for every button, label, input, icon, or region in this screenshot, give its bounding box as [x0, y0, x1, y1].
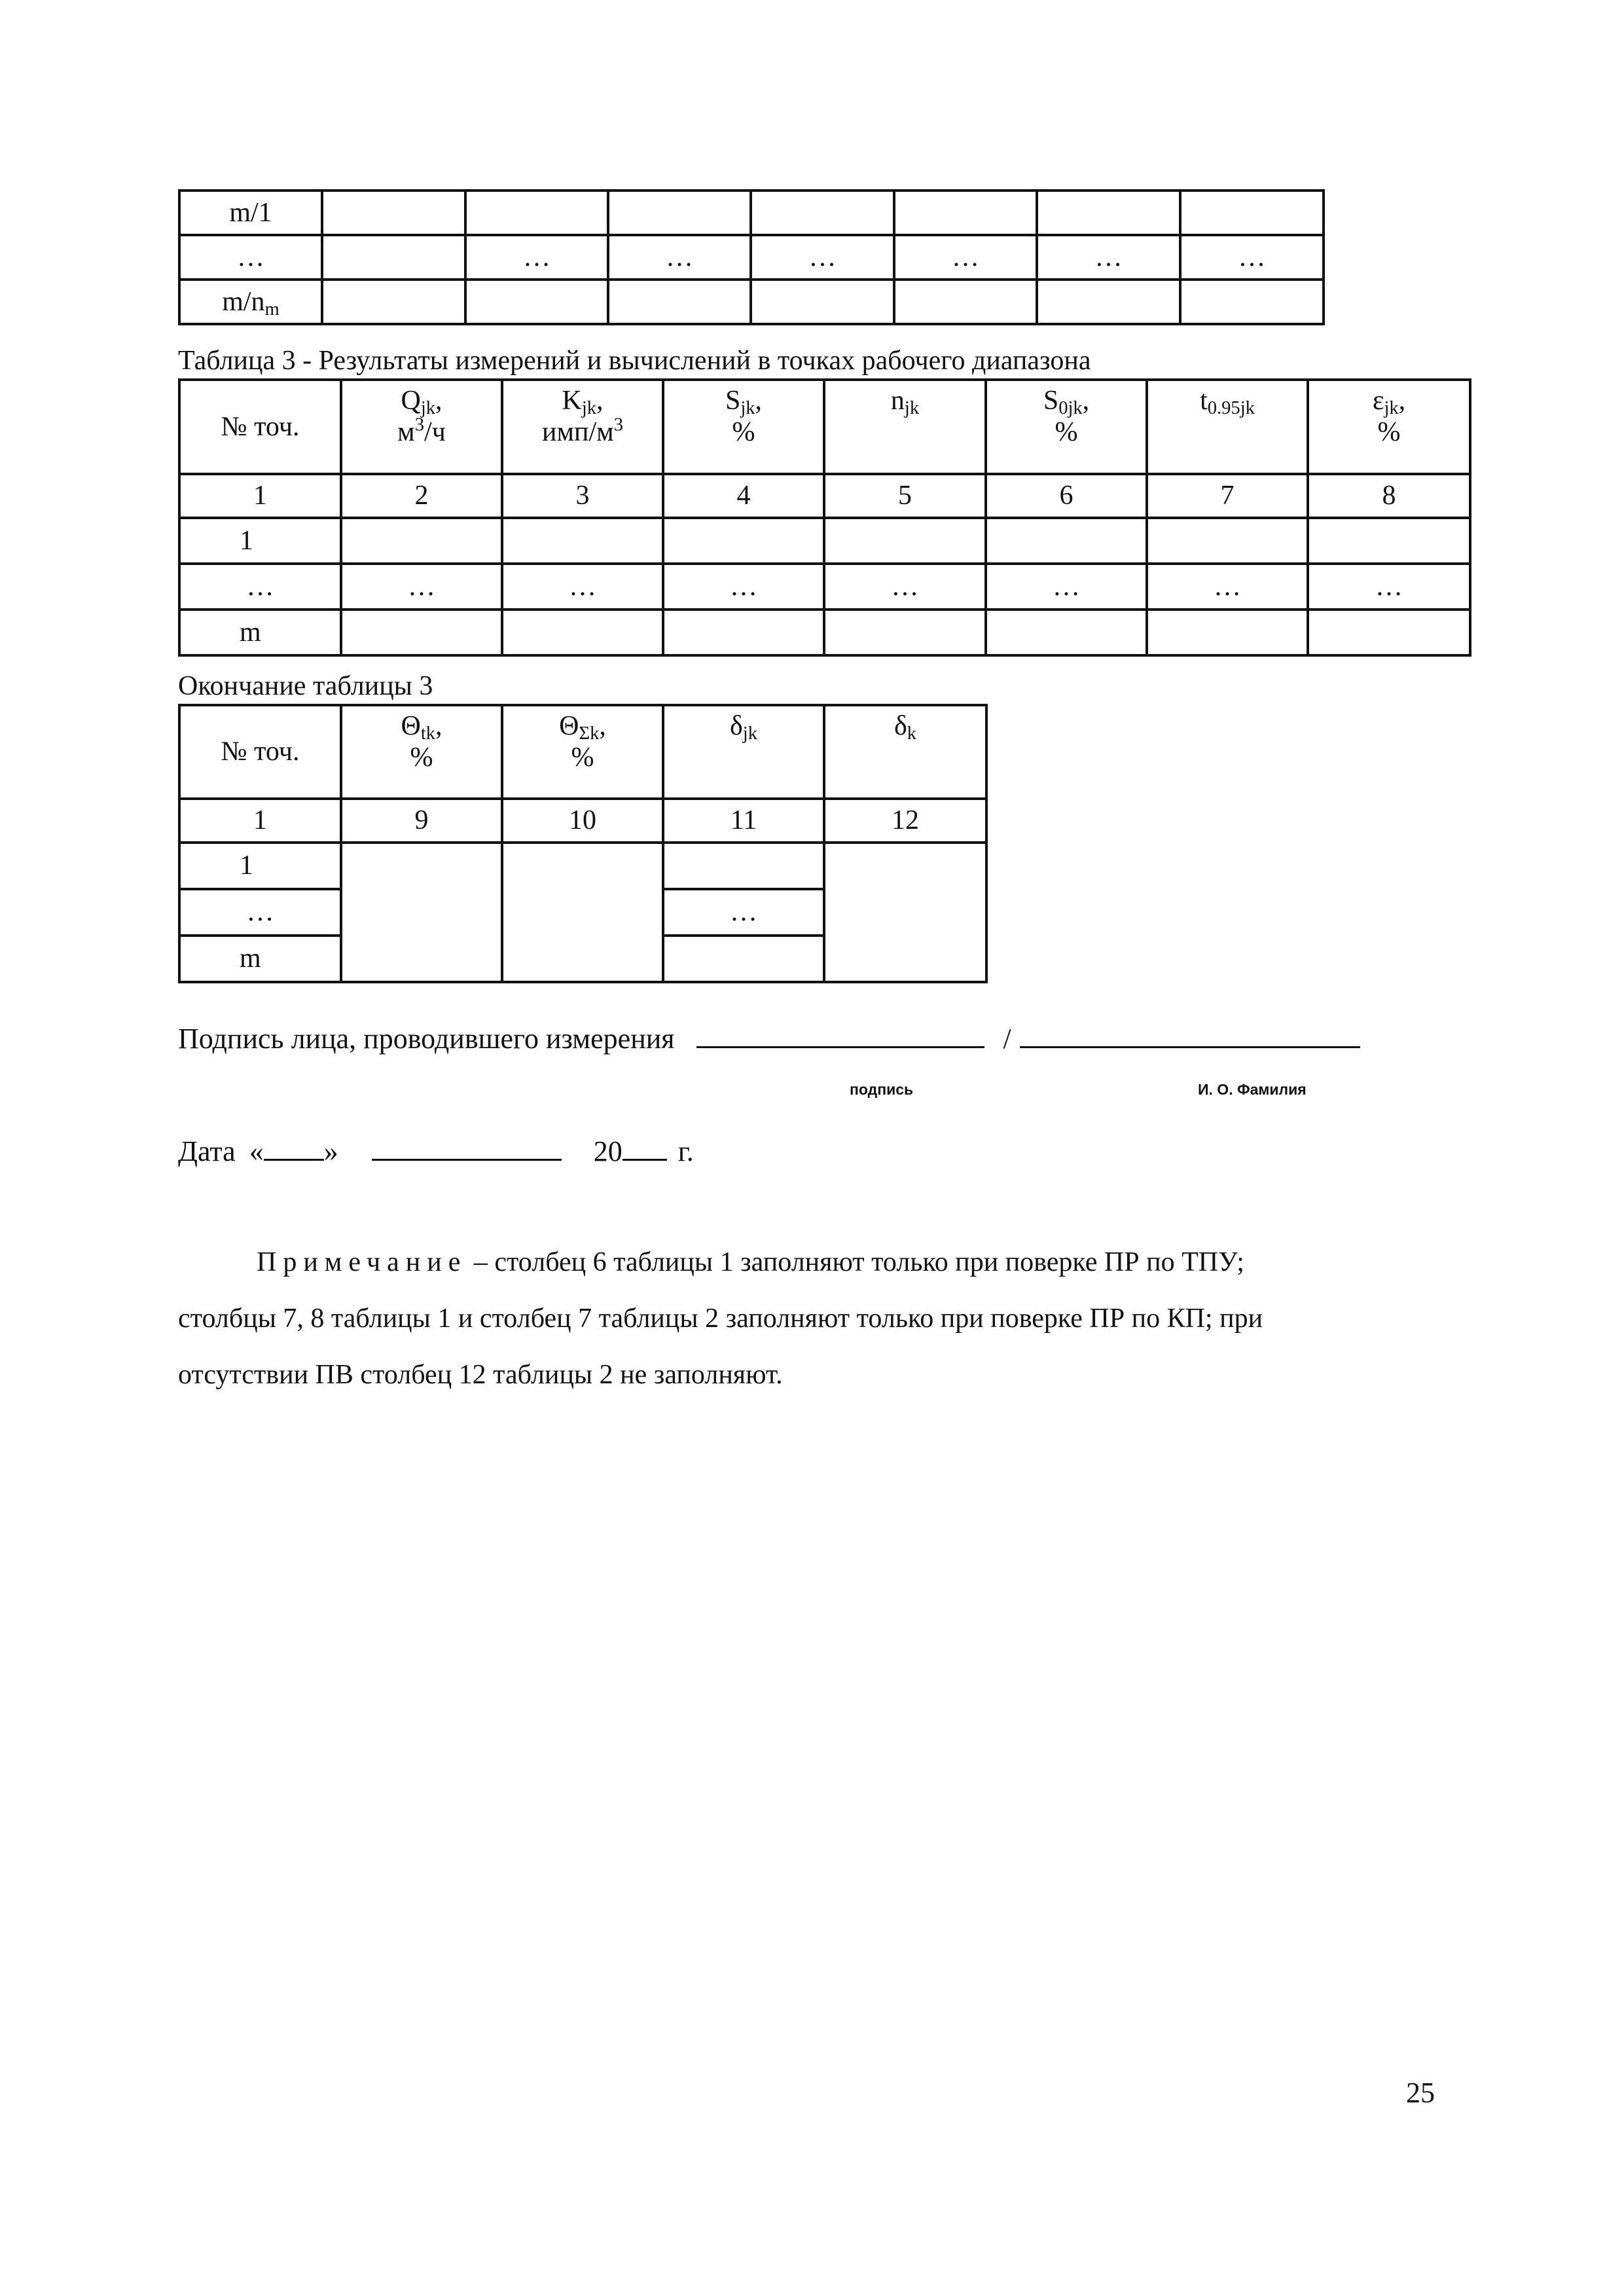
table-row [179, 518, 1470, 564]
table3-cell: … [663, 564, 824, 610]
table3-cell: … [502, 564, 663, 610]
column-number: 5 [824, 474, 986, 518]
signature-label: Подпись лица, проводившего измерения [178, 1023, 675, 1055]
table2-cell: m/1 [179, 191, 322, 235]
merged-cell [502, 843, 663, 982]
table-row [179, 564, 1470, 610]
merged-cell [341, 843, 502, 982]
table2-cell: … [1037, 235, 1180, 280]
date-line: Дата « » 20 г. [178, 1135, 694, 1167]
table3-end-number-row [179, 799, 986, 843]
table2-row [179, 280, 1324, 324]
table2-cell: … [894, 235, 1037, 280]
signature-slash: / [1003, 1023, 1011, 1055]
table3-cell: … [341, 564, 502, 610]
header-theta-sigma: $\Theta_{\Sigma k}$, % [502, 705, 663, 799]
date-label: Дата [178, 1135, 236, 1167]
table3-cell: … [1308, 564, 1470, 610]
table3-number-row [179, 474, 1470, 518]
name-blank [1020, 1046, 1360, 1048]
table3-cell: … [179, 564, 341, 610]
year-blank [623, 1159, 667, 1161]
table3-end-cell: m [179, 936, 341, 982]
column-number: 1 [179, 474, 341, 518]
column-number: 10 [502, 799, 663, 843]
signature-line [178, 1025, 1360, 1053]
header-delta-jk: $\delta_{jk}$ [663, 705, 824, 799]
table3-end-cell: 1 [179, 843, 341, 889]
table2-cell: … [751, 235, 894, 280]
table3-end [178, 704, 988, 983]
table3-end-header-row [179, 705, 986, 799]
table2-cell: … [1180, 235, 1324, 280]
column-number: 7 [1147, 474, 1308, 518]
header-theta-t: $\Theta_{tk}$, % [341, 705, 502, 799]
column-number: 6 [986, 474, 1147, 518]
table3-cell: m [179, 610, 341, 655]
column-number: 12 [824, 799, 986, 843]
table3-end-cell: … [663, 889, 824, 936]
signature-caption: подпись [850, 1081, 914, 1098]
table2-cell: … [465, 235, 608, 280]
table3-end-caption: Окончание таблицы 3 [178, 671, 433, 701]
header-point-no: № точ. [179, 705, 341, 799]
table3-cell: … [1147, 564, 1308, 610]
header-t: $t_{0.95jk}$ [1147, 380, 1308, 474]
column-number: 9 [341, 799, 502, 843]
note [178, 1234, 1464, 1403]
table3-header-row [179, 380, 1470, 474]
table2-cell: … [608, 235, 751, 280]
header-s0: $S_{0jk}$, % [986, 380, 1147, 474]
table-row [179, 610, 1470, 655]
note-line: отсутствии ПВ столбец 12 таблицы 2 не заполняют. [178, 1360, 783, 1390]
table3 [178, 378, 1471, 657]
table2-tail [178, 189, 1325, 325]
header-k: $K_{jk}$, имп/$м^3$ [502, 380, 663, 474]
note-line: Примечание – столбец 6 таблицы 1 заполняют только при поверке ПР по ТПУ; [257, 1247, 1244, 1277]
header-q: $Q_{jk}$, $м^3/ч$ [341, 380, 502, 474]
header-n: $n_{jk}$ [824, 380, 986, 474]
table3-caption: Таблица 3 - Результаты измерений и вычислений в точках рабочего диапазона [178, 346, 1091, 376]
header-eps: $\varepsilon_{jk}$, % [1308, 380, 1470, 474]
month-blank [372, 1159, 562, 1161]
column-number: 3 [502, 474, 663, 518]
header-delta-k: $\delta_k$ [824, 705, 986, 799]
header-point-no: № точ. [179, 380, 341, 474]
column-number: 2 [341, 474, 502, 518]
table2-row [179, 191, 1324, 235]
table2-cell: $m/n_m$ [179, 280, 322, 324]
column-number: 11 [663, 799, 824, 843]
page-number: 25 [1406, 2077, 1435, 2109]
day-blank [264, 1159, 324, 1161]
column-number: 4 [663, 474, 824, 518]
header-s: $S_{jk}$, % [663, 380, 824, 474]
signature-blank [696, 1046, 984, 1048]
table2-row [179, 235, 1324, 280]
note-line: столбцы 7, 8 таблицы 1 и столбец 7 таблицы 2 заполняют только при поверке ПР по КП; при [178, 1303, 1263, 1334]
name-caption: И. О. Фамилия [1198, 1081, 1307, 1098]
table2-cell: … [179, 235, 322, 280]
table2-cell [322, 235, 465, 280]
merged-cell [824, 843, 986, 982]
column-number: 8 [1308, 474, 1470, 518]
table3-cell: … [824, 564, 986, 610]
table-row [179, 843, 986, 889]
column-number: 1 [179, 799, 341, 843]
table3-cell: 1 [179, 518, 341, 564]
table3-cell: … [986, 564, 1147, 610]
note-label: Примечание [257, 1247, 467, 1277]
table3-end-cell: … [179, 889, 341, 936]
